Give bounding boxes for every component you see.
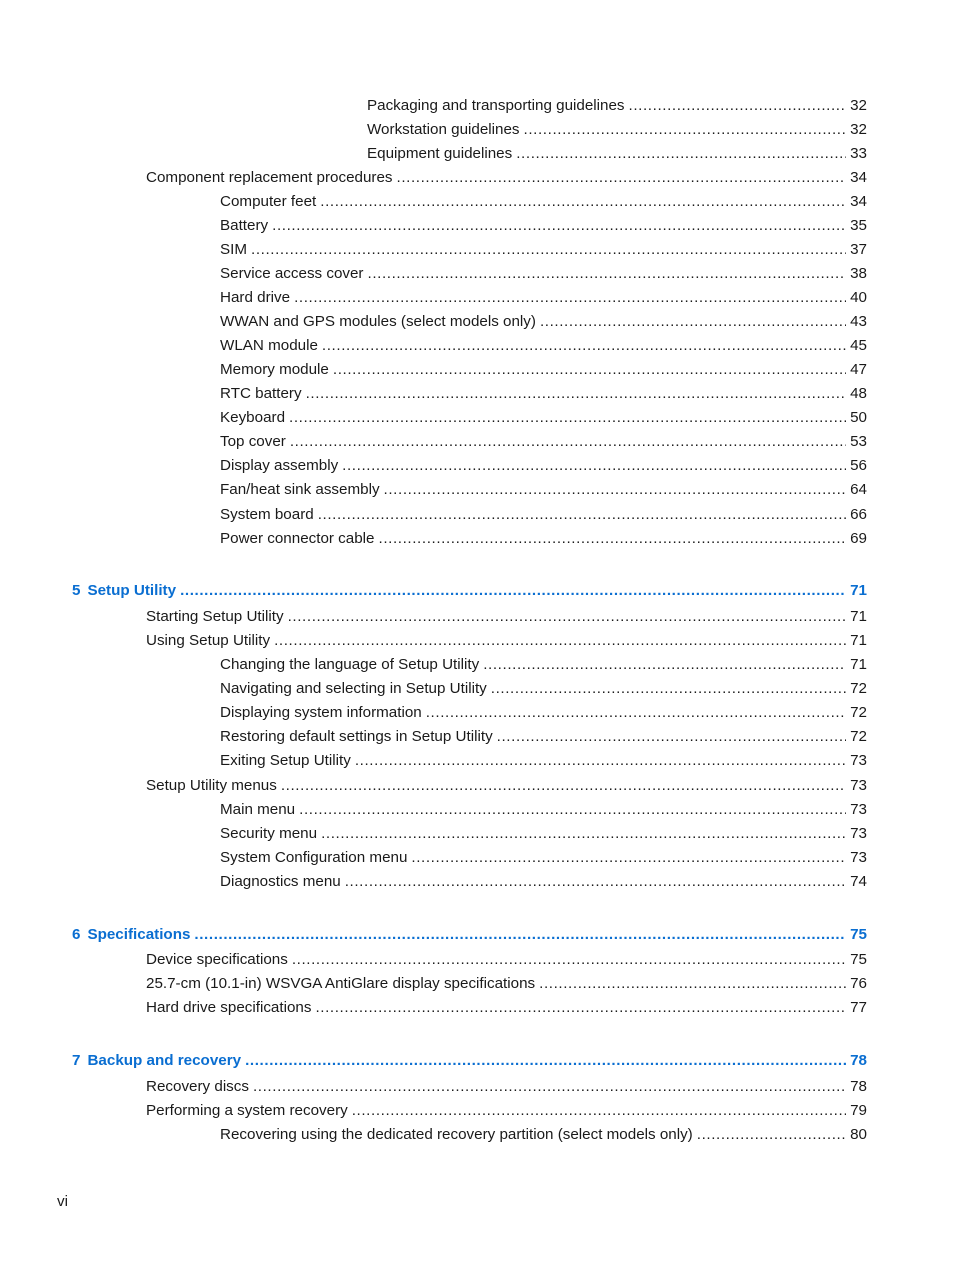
- toc-entry[interactable]: [220, 311, 867, 333]
- toc-entry[interactable]: [146, 1100, 867, 1122]
- toc-page-number: 45: [850, 337, 867, 354]
- toc-entry-label: SIM: [220, 241, 248, 258]
- toc-entry-label: Displaying system information: [220, 704, 422, 721]
- toc-entry-title: [220, 847, 411, 869]
- chapter-number: 5: [72, 582, 81, 599]
- toc-entry-label: Main menu: [220, 801, 296, 818]
- toc-entry[interactable]: [146, 997, 867, 1019]
- toc-entry-title: [220, 311, 540, 333]
- dot-leader: [629, 95, 847, 117]
- dot-leader: [697, 1124, 846, 1146]
- toc-entry-label: Changing the language of Setup Utility: [220, 656, 480, 673]
- toc-entry-title: [220, 654, 483, 676]
- toc-page-number: 78: [850, 1078, 867, 1095]
- toc-entry-title: [220, 407, 289, 429]
- dot-leader: [318, 504, 846, 526]
- toc-entry-title: [146, 997, 315, 1019]
- toc-entry-label: Device specifications: [146, 951, 288, 968]
- dot-leader: [345, 871, 846, 893]
- dot-leader: [368, 263, 847, 285]
- dot-leader: [294, 287, 846, 309]
- toc-page-number: 32: [850, 121, 867, 138]
- toc-entry[interactable]: [220, 239, 867, 261]
- toc-entry-label: 25.7-cm (10.1-in) WSVGA AntiGlare display specifications: [146, 975, 536, 992]
- toc-page-number: 76: [850, 975, 867, 992]
- dot-leader: [315, 997, 846, 1019]
- toc-entry-label: Security menu: [220, 825, 318, 842]
- toc-entry-label: Backup and recovery: [87, 1052, 242, 1069]
- toc-page-number: 71: [850, 656, 867, 673]
- toc-entry-label: System Configuration menu: [220, 849, 408, 866]
- dot-leader: [289, 407, 846, 429]
- toc-entry-title: [367, 119, 524, 141]
- dot-leader: [333, 359, 846, 381]
- toc-entry-label: Specifications: [87, 926, 191, 943]
- toc-entry[interactable]: [146, 1076, 867, 1098]
- toc-entry-title: [220, 1124, 697, 1146]
- toc-entry-label: Recovery discs: [146, 1078, 249, 1095]
- dot-leader: [539, 973, 846, 995]
- toc-entry-label: Recovering using the dedicated recovery partition (select models only): [220, 1126, 693, 1143]
- toc-entry-label: Packaging and transporting guidelines: [367, 97, 625, 114]
- dot-leader: [516, 143, 846, 165]
- toc-page-number: 80: [850, 1126, 867, 1143]
- dot-leader: [397, 167, 847, 189]
- toc-page-number: 66: [850, 506, 867, 523]
- toc-chapter-entry[interactable]: [72, 924, 867, 946]
- toc-page-number: 47: [850, 361, 867, 378]
- dot-leader: [355, 750, 846, 772]
- toc-entry-title: [220, 239, 251, 261]
- toc-entry[interactable]: [220, 678, 867, 700]
- dot-leader: [491, 678, 846, 700]
- toc-page-number: 71: [850, 632, 867, 649]
- toc-entry-title: [220, 750, 355, 772]
- toc-entry-title: [220, 678, 491, 700]
- toc-entry-label: WWAN and GPS modules (select models only): [220, 313, 536, 330]
- dot-leader: [292, 949, 846, 971]
- toc-entry-title: [220, 823, 321, 845]
- chapter-number: 7: [72, 1052, 81, 1069]
- toc-entry-label: Computer feet: [220, 193, 317, 210]
- toc-entry[interactable]: [220, 359, 867, 381]
- dot-leader: [272, 215, 846, 237]
- toc-entry-label: WLAN module: [220, 337, 318, 354]
- toc-entry-label: Using Setup Utility: [146, 632, 271, 649]
- toc-entry-label: Setup Utility: [87, 582, 177, 599]
- toc-entry-label: Display assembly: [220, 457, 339, 474]
- toc-page-number: 40: [850, 289, 867, 306]
- toc-page-number: 71: [850, 582, 867, 599]
- toc-page-number: 75: [850, 951, 867, 968]
- toc-entry-label: Power connector cable: [220, 530, 375, 547]
- toc-page-number: 69: [850, 530, 867, 547]
- toc-entry-label: Hard drive: [220, 289, 291, 306]
- toc-entry-label: Performing a system recovery: [146, 1102, 348, 1119]
- toc-page-number: 64: [850, 481, 867, 498]
- toc-entry[interactable]: [220, 431, 867, 453]
- toc-entry-title: [146, 973, 539, 995]
- toc-entry-title: [220, 287, 294, 309]
- toc-entry-title: [72, 1050, 245, 1072]
- toc-page-number: 73: [850, 777, 867, 794]
- toc-entry-title: [146, 606, 288, 628]
- toc-page-number: 34: [850, 193, 867, 210]
- dot-leader: [253, 1076, 846, 1098]
- toc-entry-title: [367, 143, 516, 165]
- dot-leader: [379, 528, 847, 550]
- dot-leader: [342, 455, 846, 477]
- toc-entry-title: [220, 871, 345, 893]
- toc-page-number: 37: [850, 241, 867, 258]
- toc-entry[interactable]: [367, 95, 867, 117]
- toc-entry-label: Starting Setup Utility: [146, 608, 284, 625]
- toc-page-number: 73: [850, 825, 867, 842]
- toc-entry-label: Setup Utility menus: [146, 777, 277, 794]
- toc-page-number: 50: [850, 409, 867, 426]
- toc-page-number: 72: [850, 680, 867, 697]
- toc-entry[interactable]: [220, 726, 867, 748]
- toc-entry[interactable]: [220, 335, 867, 357]
- dot-leader: [245, 1050, 846, 1072]
- toc-page-number: 73: [850, 752, 867, 769]
- toc-entry[interactable]: [220, 504, 867, 526]
- toc-entry[interactable]: [220, 823, 867, 845]
- toc-entry[interactable]: [220, 1124, 867, 1146]
- toc-page-number: 34: [850, 169, 867, 186]
- toc-entry-label: Component replacement procedures: [146, 169, 393, 186]
- dot-leader: [299, 799, 846, 821]
- toc-entry-title: [72, 924, 194, 946]
- toc-entry[interactable]: [220, 263, 867, 285]
- dot-leader: [426, 702, 846, 724]
- toc-entry-title: [220, 263, 368, 285]
- toc-entry-label: Hard drive specifications: [146, 999, 312, 1016]
- toc-entry-title: [367, 95, 629, 117]
- dot-leader: [281, 775, 846, 797]
- toc-page-number: 75: [850, 926, 867, 943]
- toc-page-number: 73: [850, 801, 867, 818]
- toc-entry-label: Diagnostics menu: [220, 873, 341, 890]
- toc-entry-title: [146, 630, 274, 652]
- toc-entry-title: [146, 949, 292, 971]
- toc-entry[interactable]: [220, 750, 867, 772]
- toc-entry-label: Workstation guidelines: [367, 121, 520, 138]
- toc-entry-title: [220, 799, 299, 821]
- toc-entry-title: [220, 383, 306, 405]
- page-number-footer: vi: [57, 1193, 68, 1210]
- toc-entry-title: [220, 702, 426, 724]
- toc-entry-title: [220, 431, 290, 453]
- toc-page-number: 71: [850, 608, 867, 625]
- toc-entry-title: [220, 335, 322, 357]
- toc-entry-label: Equipment guidelines: [367, 145, 513, 162]
- toc-page-number: 32: [850, 97, 867, 114]
- toc-entry-label: Memory module: [220, 361, 329, 378]
- dot-leader: [320, 191, 846, 213]
- toc-page-number: 72: [850, 728, 867, 745]
- toc-entry-title: [146, 1100, 352, 1122]
- toc-entry-title: [220, 504, 318, 526]
- toc-page-number: 74: [850, 873, 867, 890]
- toc-entry[interactable]: [220, 407, 867, 429]
- toc-page-number: 72: [850, 704, 867, 721]
- toc-entry[interactable]: [220, 654, 867, 676]
- dot-leader: [194, 924, 846, 946]
- toc-entry-title: [220, 215, 272, 237]
- toc-entry[interactable]: [220, 847, 867, 869]
- toc-entry-label: Fan/heat sink assembly: [220, 481, 380, 498]
- toc-page-number: 48: [850, 385, 867, 402]
- toc-entry-title: [72, 580, 180, 602]
- toc-entry[interactable]: [220, 528, 867, 550]
- toc-entry[interactable]: [220, 215, 867, 237]
- toc-entry-label: Restoring default settings in Setup Utility: [220, 728, 493, 745]
- toc-entry[interactable]: [220, 455, 867, 477]
- toc-entry[interactable]: [220, 287, 867, 309]
- toc-entry[interactable]: [146, 630, 867, 652]
- toc-entry-label: Keyboard: [220, 409, 286, 426]
- dot-leader: [306, 383, 847, 405]
- toc-page-number: 78: [850, 1052, 867, 1069]
- toc-entry-title: [146, 775, 281, 797]
- dot-leader: [274, 630, 846, 652]
- toc-entry-title: [146, 1076, 253, 1098]
- toc-page-number: 56: [850, 457, 867, 474]
- dot-leader: [384, 479, 847, 501]
- toc-entry[interactable]: [220, 871, 867, 893]
- dot-leader: [411, 847, 846, 869]
- toc-entry-title: [220, 455, 342, 477]
- toc-page-number: 38: [850, 265, 867, 282]
- toc-entry-title: [220, 191, 320, 213]
- dot-leader: [251, 239, 846, 261]
- toc-entry[interactable]: [220, 191, 867, 213]
- toc-entry[interactable]: [146, 949, 867, 971]
- dot-leader: [322, 335, 846, 357]
- toc-entry[interactable]: [146, 973, 867, 995]
- dot-leader: [540, 311, 846, 333]
- toc-entry-title: [220, 479, 384, 501]
- dot-leader: [497, 726, 846, 748]
- toc-entry[interactable]: [220, 383, 867, 405]
- toc-entry-label: RTC battery: [220, 385, 302, 402]
- dot-leader: [352, 1100, 846, 1122]
- toc-entry-title: [220, 528, 379, 550]
- toc-entry[interactable]: [220, 479, 867, 501]
- toc-entry[interactable]: [367, 119, 867, 141]
- toc-entry[interactable]: [146, 606, 867, 628]
- chapter-number: 6: [72, 926, 81, 943]
- toc-entry[interactable]: [220, 702, 867, 724]
- toc-entry-title: [220, 359, 333, 381]
- toc-page-number: 79: [850, 1102, 867, 1119]
- toc-page-number: 43: [850, 313, 867, 330]
- toc-chapter-entry[interactable]: [72, 580, 867, 602]
- dot-leader: [290, 431, 846, 453]
- toc-page-number: 33: [850, 145, 867, 162]
- dot-leader: [180, 580, 846, 602]
- toc-page-number: 77: [850, 999, 867, 1016]
- toc-entry[interactable]: [146, 167, 867, 189]
- dot-leader: [288, 606, 847, 628]
- toc-chapter-entry[interactable]: [72, 1050, 867, 1072]
- toc-entry-label: Navigating and selecting in Setup Utility: [220, 680, 487, 697]
- toc-page-number: 73: [850, 849, 867, 866]
- toc-entry-label: System board: [220, 506, 314, 523]
- toc-page-number: 35: [850, 217, 867, 234]
- toc-entry-label: Top cover: [220, 433, 286, 450]
- toc-entry[interactable]: [220, 799, 867, 821]
- toc-entry-title: [146, 167, 397, 189]
- toc-entry-label: Service access cover: [220, 265, 364, 282]
- toc-entry-label: Exiting Setup Utility: [220, 752, 351, 769]
- toc-entry[interactable]: [146, 775, 867, 797]
- dot-leader: [483, 654, 846, 676]
- toc-entry-title: [220, 726, 497, 748]
- toc-entry[interactable]: [367, 143, 867, 165]
- dot-leader: [524, 119, 847, 141]
- toc-page-number: 53: [850, 433, 867, 450]
- dot-leader: [321, 823, 846, 845]
- toc-entry-label: Battery: [220, 217, 269, 234]
